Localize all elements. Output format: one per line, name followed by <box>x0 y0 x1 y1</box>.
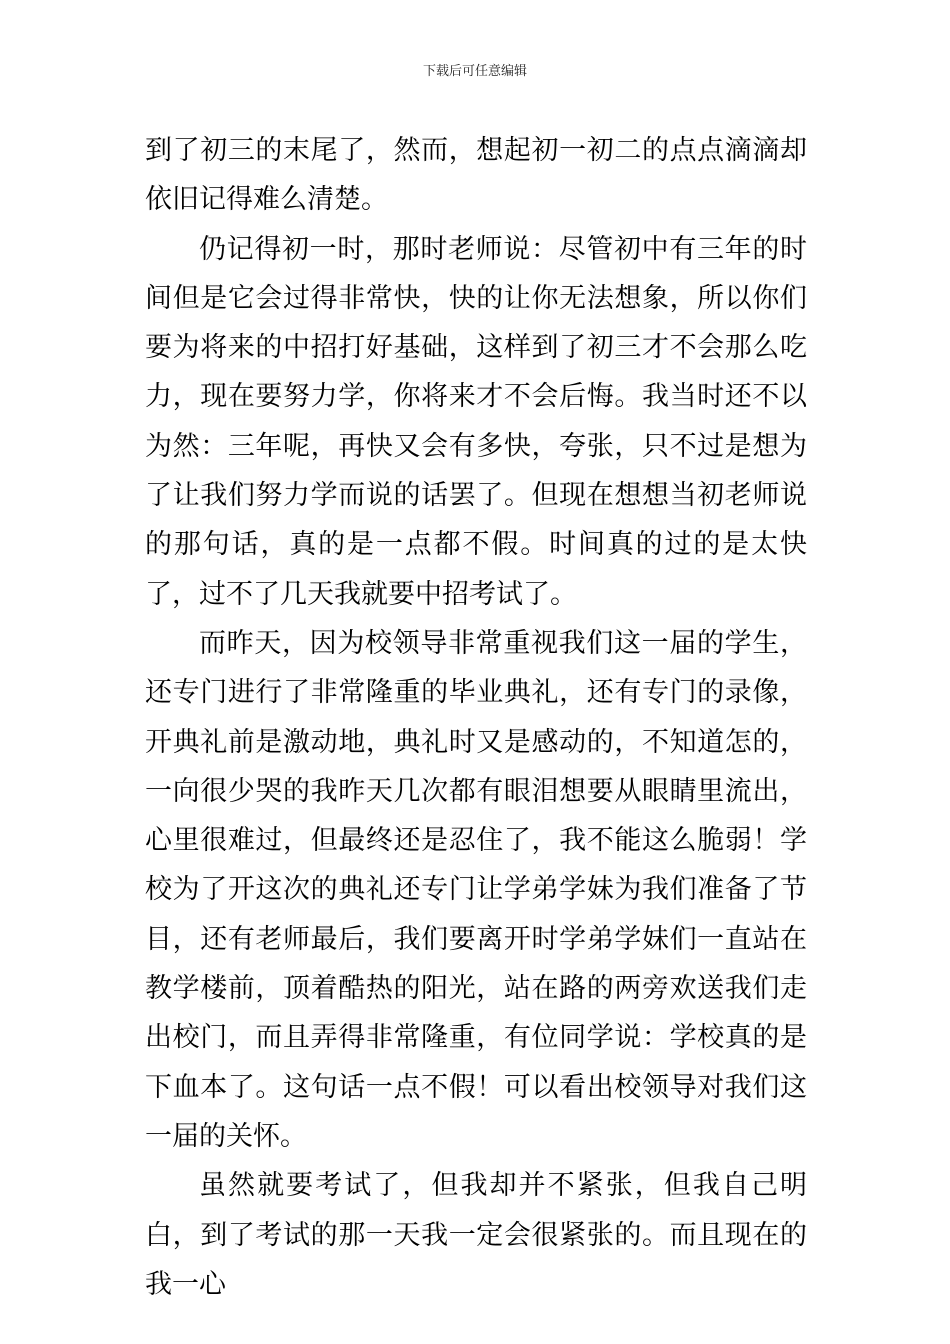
paragraph-1: 到了初三的末尾了，然而，想起初一初二的点点滴滴却依旧记得难么清楚。 <box>145 135 807 216</box>
paragraph-2: 仍记得初一时，那时老师说：尽管初中有三年的时间但是它会过得非常快，快的让你无法想象，所以你们要为将来的中招打好基础，这样到了初三才不会那么吃力，现在要努力学，你将来才不会后悔。我当时还不以为然：三年呢，再快又会有多快，夸张，只不过是想为了让我们努力学而说的话罢了。但现在想想当初老师说的那句话，真的是一点都不假。时间真的过的是太快了，过不了几天我就要中招考试了。 <box>145 233 807 610</box>
document-body <box>145 126 807 1309</box>
page-header: 下载后可任意编辑 <box>422 64 527 79</box>
paragraph-3: 而昨天，因为校领导非常重视我们这一届的学生，还专门进行了非常隆重的毕业典礼，还有专门的录像，开典礼前是激动地，典礼时又是感动的，不知道怎的，一向很少哭的我昨天几次都有眼泪想要从眼睛里流出，心里很难过，但最终还是忍住了，我不能这么脆弱！学校为了开这次的典礼还专门让学弟学妹为我们准备了节目，还有老师最后，我们要离开时学弟学妹们一直站在教学楼前，顶着酷热的阳光，站在路的两旁欢送我们走出校门，而且弄得非常隆重，有位同学说：学校真的是下血本了。这句话一点不假！可以看出校领导对我们这一届的关怀。 <box>145 627 807 1152</box>
paragraph-4: 虽然就要考试了，但我却并不紧张，但我自己明白，到了考试的那一天我一定会很紧张的。而且现在的我一心 <box>145 1170 807 1300</box>
